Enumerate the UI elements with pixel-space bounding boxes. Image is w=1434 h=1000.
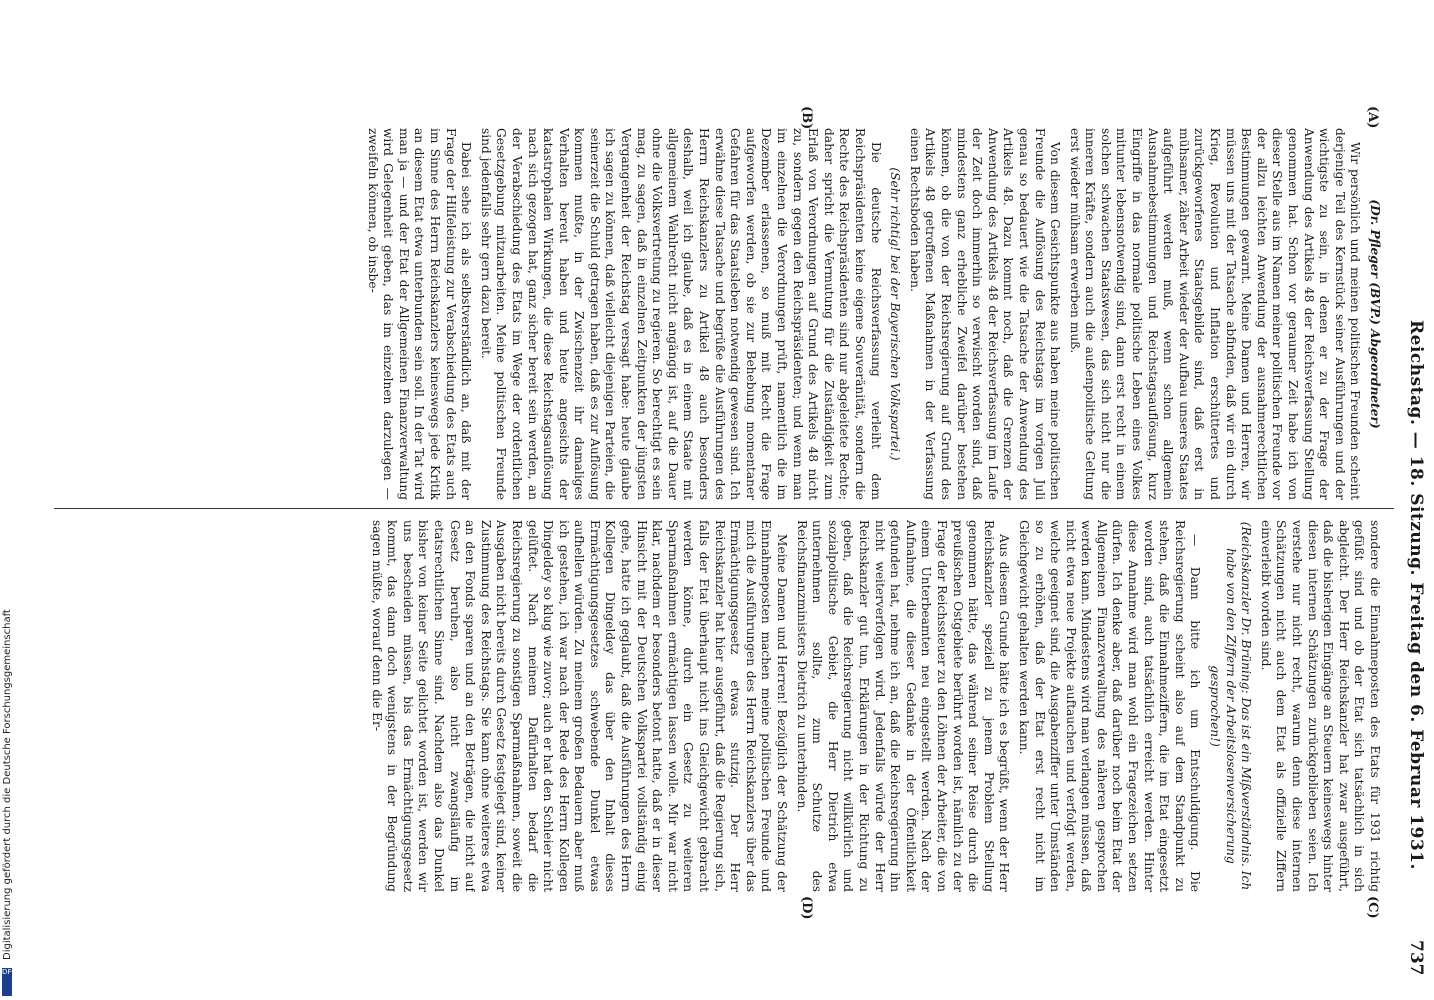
interjection: (Sehr richtig! bei der Bayerischen Volkspartei.) — [888, 167, 903, 461]
credit-text: Digitalisierung gefördert durch die Deutsche Forschungsgemeinschaft — [2, 609, 13, 960]
paragraph: Dabei sehe ich als selbstverständlich an, daß mit der Frage der Hilfeleistung zur Verabschiedung des Etats auch im Sinne des Herrn Reichskanzlers keineswegs jede Kritik an diesem Etat etwa unterbunden sein soll. In der Tat wird man ja — und der Etat der Allgemeinen Finanzverwaltung wird Gelegenheit geben, das im einzelnen darzulegen — zweifeln können, ob insbe- — [365, 128, 474, 500]
margin-mark-d: (D) — [799, 896, 814, 920]
right-column — [82, 520, 1382, 892]
paragraph: Die deutsche Reichsverfassung verleiht dem Reichspräsidenten keine eigene Souveränität, sondern die Rechte des Reichspräsidenten sind nur abgeleitete Rechte; daher spricht die Vermutung für die Zuständigkeit zum Erlaß von Verordnungen auf Grund des Artikels 48 nicht zu, sondern gegen den Reichspräsidenten; und wenn man im einzelnen die Verordnungen prüft, namentlich die im Dezember erlassenen, so muß mit Recht die Frage aufgeworfen werden, ob sie zur Behebung momentaner Gefahren für das Staatsleben notwendig gewesen sind. Ich erwähne diese Tatsache und begrüße die Ausführungen des Herrn Reichskanzlers zu Artikel 48 auch besonders deshalb, weil ich glaube, daß es in einem Staate mit allgemeinem Wahlrecht nicht angängig ist, auf die Dauer ohne die Volksvertretung zu regieren. So berechtigt es sein mag, zu sagen, daß in einzelnen Zeitpunkten der jüngsten Vergangenheit der Reichstag versagt habe: heute glaube ich sagen zu können, daß vielleicht diejenigen Parteien, die seinerzeit die Schuld getragen haben, daß es zur Auflösung kommen mußte, in der Zwischenzeit ihr damaliges Verhalten bereut haben und heute angesichts der katastrophalen Wirkungen, die diese Reichstagsauflösung nach sich gezogen hat, ganz sicher bereit sein werden, an der Verabschiedung des Etats im Wege der ordentlichen Gesetzgebung mitzuarbeiten. Meine politischen Freunde sind jedenfalls sehr gern dazu bereit. — [478, 128, 883, 500]
margin-mark-b: (B) — [799, 106, 814, 130]
paragraph: Wir persönlich und meinen politischen Freunden scheint derjenige Teil des Kernstück seiner Ausführungen und der wichtigste zu sein, in denen er zu der Frage der Anwendung des Artikels 48 der Reichsverfassung Stellung genommen hat. Schon vor geraumer Zeit habe ich von dieser Stelle aus im Namen meiner politischen Freunde vor der allzu leichten Anwendung der ausnahmerechtlichen Bestimmungen gewarnt. Meine Damen und Herren, wir müssen uns mit der Tatsache abfinden, daß wir ein durch Krieg, Revolution und Inflation erschüttertes und zurückgeworfenes Staatsgebilde sind, daß erst in mühsamer, zäher Arbeit wieder der Aufbau unseres Staates aufgeführt werden muß, wenn schon allgemein Ausnahmebestimmungen und Reichstagsauflösung, kurz Eingriffe in das normale politische Leben eines Volkes mitunter lebensnotwendig sind, dann erst recht in einem solchen schwachen Staatswesen, das sich nicht nur die inneren Kräfte, sondern auch die außenpolitische Geltung erst wieder mühsam erwerben muß. — [1067, 128, 1363, 500]
paragraph: — Dann bitte ich um Entschuldigung. Die Reichsregierung scheint also auf dem Standpunkt zu stehen, daß die Einnahmeziffern, die im Etat eingesetzt worden sind, auch tatsächlich erreicht werden. Hinter diese Annahme wird man wohl ein Fragezeichen setzen dürfen. Ich denke aber, daß darüber noch beim Etat der Allgemeinen Finanzverwaltung des näheren gesprochen werden kann. Mindestens wird man verlangen müssen, daß nicht etwa neue Projekte auftauchen und verfolgt werden, welche geeignet sind, die Ausgabenziffer unter Umständen so zu erhöhen, daß der Etat erst recht nicht im Gleichgewicht gehalten werden kann. — [1016, 520, 1203, 892]
margin-mark-c: (C) — [1365, 896, 1380, 919]
page-header — [1396, 0, 1426, 1000]
margin-mark-a: (A) — [1365, 106, 1380, 129]
header-title: Reichstag. — 18. Sitzung. Freitag den 6. Februar 1931. — [1406, 320, 1426, 870]
interjection: (Reichskanzler Dr. Brüning: Das ist ein Mißverständnis. Ich habe von den Ziffern der Arbeitslosenversicherung gesprochen!) — [1208, 521, 1254, 891]
page-number: 737 — [1406, 940, 1426, 976]
column-divider — [54, 508, 1394, 509]
paragraph: Von diesem Gesichtspunkte aus haben meine politischen Freunde die Auflösung des Reichstags im vorigen Juli genau so bedauert wie die Tatsache der Anwendung des Artikels 48. Dazu kommt noch, daß die Grenzen der Anwendung des Artikels 48 der Reichsverfassung im Laufe der Zeit doch immerhin so verwischt worden sind, daß mindestens ganz erhebliche Zweifel darüber bestehen können, ob die von der Reichsregierung auf Grund des Artikels 48 getroffenen Maßnahmen in der Verfassung einen Rechtsboden haben. — [907, 128, 1063, 500]
paragraph: Meine Damen und Herren! Bezüglich der Schätzung der Einnahmeposten machen meine politischen Freunde und mich die Ausführungen des Herrn Reichskanzlers über das Ermächtigungsgesetz etwas stutzig. Der Herr Reichskanzler hat hier ausgeführt, daß die Regierung sich, falls der Etat überhaupt nicht ins Gleichgewicht gebracht werden könne, durch ein Gesetz zu weiteren Sparmaßnahmen ermächtigen lassen wolle. Mir war nicht klar, nachdem er besonders betont hatte, daß er in dieser Hinsicht mit der Deutschen Volkspartei vollständig einig gehe, hatte ich geglaubt, daß die Ausführungen des Herrn Kollegen Dingeldey das über den Inhalt dieses Ermächtigungsgesetzes schwebende Dunkel etwas aufhellen würden. Zu meinem großen Bedauern aber muß ich gestehen, ich war nach der Rede des Herrn Kollegen Dingeldey so klug wie zuvor; auch er hat den Schleier nicht gelüftet. Nach meinem Dafürhalten bedarf die Reichsregierung zu sonstigen Sparmaßnahmen, soweit die Ausgaben nicht bereits durch Gesetz festgelegt sind, keiner Zustimmung des Reichstags. Sie kann ohne weiteres etwa an den Fonds sparen und an den Beträgen, die nicht auf Gesetz beruhen, also nicht zwangsläufig im etatsrechtlichen Sinne sind. Nachdem also das Dunkel bisher von keiner Seite gelichtet worden ist, werden wir uns bescheiden müssen, bis das Ermächtigungsgesetz kommt, das dann doch wenigstens in der Begründung sagen müßte, worauf denn die Er- — [369, 520, 790, 892]
paragraph: Aus diesem Grunde hätte ich es begrüßt, wenn der Herr Reichskanzler speziell zu jenem Problem Stellung genommen hätte, das während seiner Reise durch die preußischen Ostgebiete berührt worden ist, nämlich zu der Frage der Reichssteuer zu den Löhnen der Arbeiter, die von einem Unterbeamten neu eingestellt werden. Nach der Aufnahme, die dieser Gedanke in der Öffentlichkeit gefunden hat, nehme ich an, daß die Reichsregierung ihn nicht weiterverfolgen wird. Jedenfalls würde der Herr Reichskanzler gut tun, Erklärungen in der Richtung zu geben, daß die Reichsregierung nicht willkürlich und sozialpolitische Gebiet, die Herr Dietrich etwa unternehmen sollte, zum Schutze des Reichsfinanzministers Dietrich zu unterbinden. — [794, 520, 1012, 892]
dfg-logo-text: DFG — [2, 968, 17, 976]
left-column — [82, 128, 1382, 500]
paragraph: sondere die Einnahmeposten des Etats für 1931 richtig gefüßt sind und ob der Etat sich tatsächlich in sich abgleicht. Der Herr Reichskanzler hat zwar ausgeführt, daß die bisherigen Eingänge an Steuern keineswegs hinter diesen internen Schätzungen zurückgeblieben seien. Ich verstehe nur nicht recht, warum denn diese internen Schätzungen nicht auch dem Etat als offizielle Ziffern einverleibt worden sind. — [1258, 520, 1382, 892]
speaker-label: (Dr. Pfleger (BVP.) Abgeordneter) — [1368, 199, 1382, 429]
